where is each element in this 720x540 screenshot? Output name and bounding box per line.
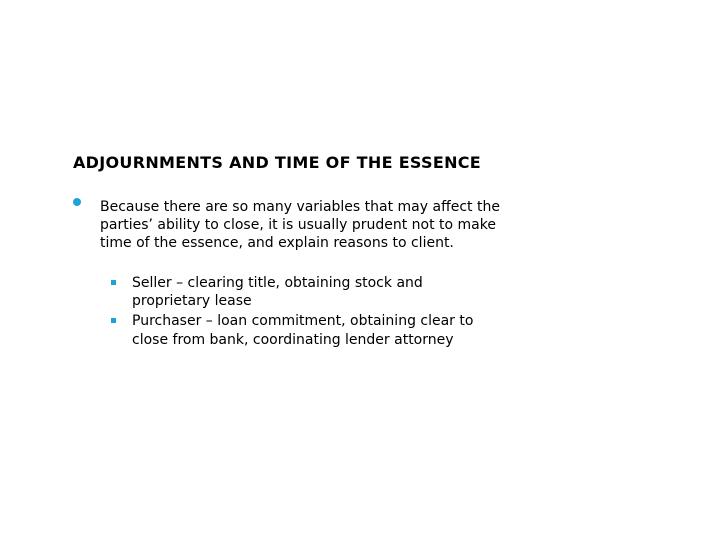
sub-bullet-list	[100, 274, 480, 349]
sub-bullet-text: Seller – clearing title, obtaining stock and proprietary lease	[132, 275, 423, 310]
sub-bullet-text: Purchaser – loan commitment, obtaining clear to close from bank, coordinating lender attorney	[132, 313, 474, 348]
round-bullet-icon	[73, 198, 81, 206]
square-bullet-icon	[111, 318, 116, 323]
bullet-text: Because there are so many variables that may affect the parties’ ability to close, it is usually prudent not to make time of the essence, and explain reasons to client.	[100, 199, 500, 252]
sub-bullet-item	[100, 312, 480, 348]
square-bullet-icon	[111, 280, 116, 285]
slide-title: ADJOURNMENTS AND TIME OF THE ESSENCE	[73, 153, 482, 172]
sub-bullet-item	[100, 274, 480, 310]
